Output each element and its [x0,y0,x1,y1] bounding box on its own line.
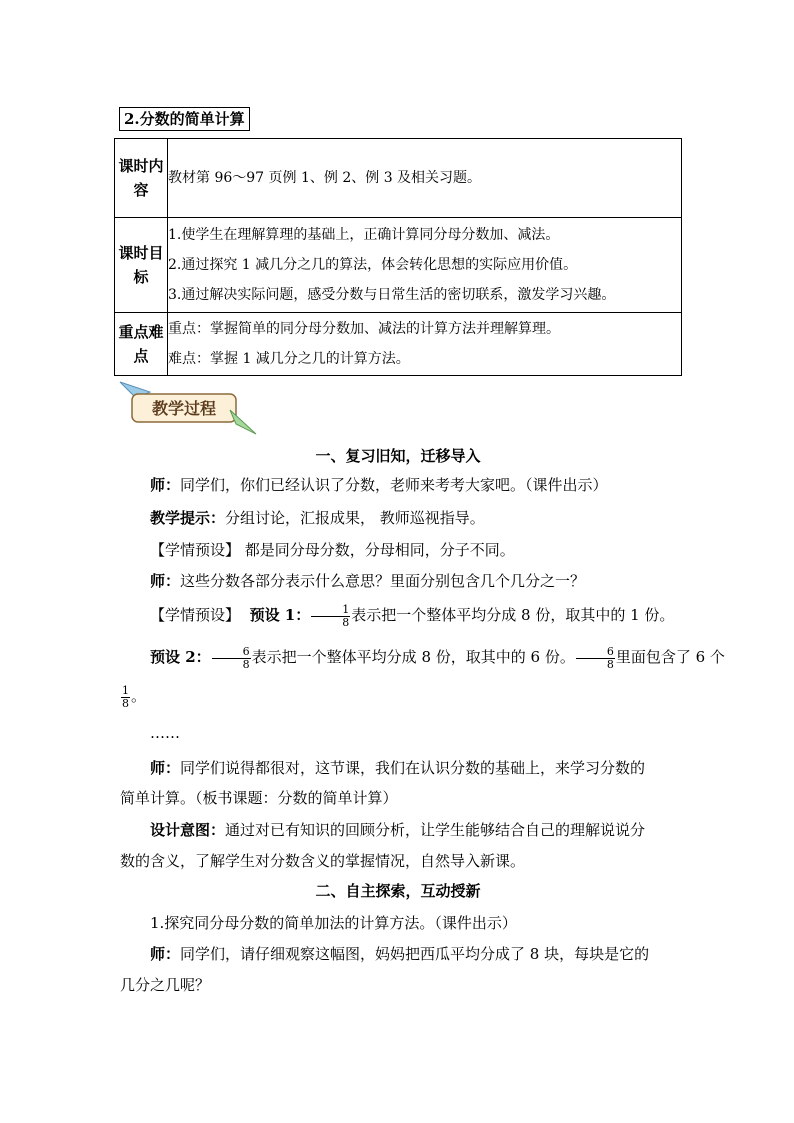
paragraph: 师：同学们说得都很对，这节课，我们在认识分数的基础上，来学习分数的 [150,759,646,777]
section-heading-2: 二、自主探索，互动授新 [315,882,481,900]
table-row [115,313,682,376]
paragraph-continuation: 几分之几呢？ [120,976,211,994]
fraction: $\frac{1}{8}$ [311,604,350,629]
paragraph-continuation: $\frac{1}{8}$ 。 [122,683,147,710]
paper-plane-right-icon [230,410,256,434]
paragraph: 【学情预设】 预设 1： $\frac{1}{8}$ 表示把一个整体平均分成 8 份，取其中的 1 份。 [150,602,675,629]
content-line: 教材第 96～97 页例 1、例 2、例 3 及相关习题。 [168,170,482,186]
section-title: 2.分数的简单计算 [119,107,250,131]
paragraph: 师：这些分数各部分表示什么意思？里面分别包含几个几分之一？ [150,572,586,590]
ellipsis: …… [150,724,180,742]
section-heading-1: 一、复习旧知，迁移导入 [315,447,481,465]
paragraph: 【学情预设】 都是同分母分数，分母相同，分子不同。 [150,541,515,559]
badge-label: 教学过程 [151,399,217,418]
paragraph: 设计意图：通过对已有知识的回顾分析，让学生能够结合自己的理解说说分 [150,821,646,839]
fraction: $\frac{6}{8}$ [212,646,251,671]
paragraph: 师：同学们，你们已经认识了分数，老师来考考大家吧。（课件出示） [150,476,608,494]
table-row [115,218,682,313]
difficulty-line: 难点：掌握 1 减几分之几的计算方法。 [168,351,410,367]
goal-line-2: 2.通过探究 1 减几分之几的算法，体会转化思想的实际应用价值。 [168,257,578,273]
paragraph: 1.探究同分母分数的简单加法的计算方法。（课件出示） [150,914,517,932]
paragraph: 师：同学们，请仔细观察这幅图，妈妈把西瓜平均分成了 8 块，每块是它的 [150,945,650,963]
paragraph-continuation: 简单计算。（板书课题：分数的简单计算） [120,789,398,807]
key-point-line: 重点：掌握简单的同分母分数加、减法的计算方法并理解算理。 [168,321,560,337]
paragraph: 预设 2： $\frac{6}{8}$ 表示把一个整体平均分成 8 份，取其中的 6 份。 $\frac{6}{8}$ 里面包含了 6 个 [150,644,725,671]
fraction: $\frac{1}{8}$ [122,683,129,710]
teaching-process-badge [118,380,258,436]
table-row [115,139,682,218]
lesson-info-table [114,138,682,376]
goal-line-3: 3.通过解决实际问题，感受分数与日常生活的密切联系，激发学习兴趣。 [168,287,616,303]
paragraph: 教学提示：分组讨论，汇报成果， 教师巡视指导。 [150,509,485,527]
fraction: $\frac{6}{8}$ [576,646,615,671]
row-head-goals: 课时目标 [115,218,168,313]
row-head-content: 课时内容 [115,139,168,218]
row-head-key-points: 重点难点 [115,313,168,376]
goal-line-1: 1.使学生在理解算理的基础上，正确计算同分母分数加、减法。 [168,227,560,243]
paragraph-continuation: 数的含义，了解学生对分数含义的掌握情况，自然导入新课。 [120,852,526,870]
